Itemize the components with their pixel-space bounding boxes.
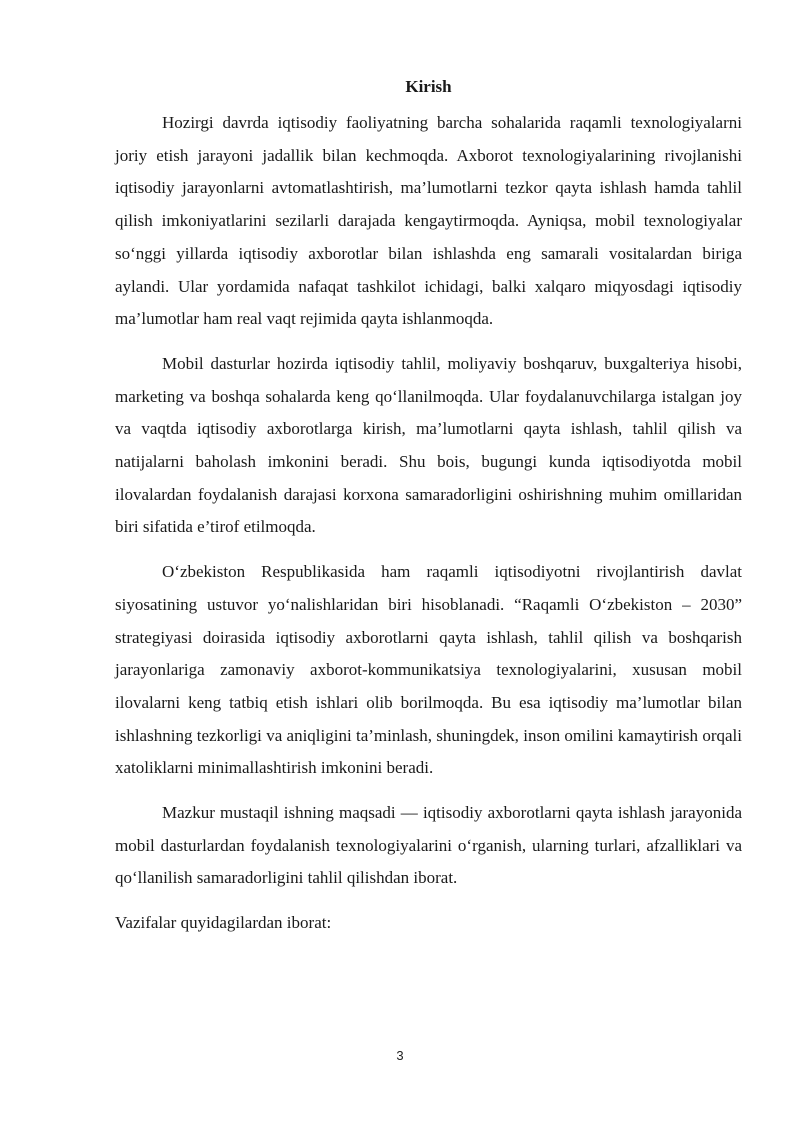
- page-number: 3: [396, 1048, 404, 1063]
- section-title: Kirish: [405, 77, 452, 96]
- paragraph-uzbekistan: O‘zbekiston Respublikasida ham raqamli iqtisodiyotni rivojlantirish davlat siyosatining ustuvor yo‘nalishlaridan biri hisoblanadi. “Raqamli O‘zbekiston – 2030” strategiyasi doirasida iqtisodiy axborotlarni qayta ishlash, tahlil qilish va boshqarish jarayonlariga zamonaviy axborot-kommunikatsiya texnologiyalarini, xususan mobil ilovalarni keng tatbiq etish ishlari olib borilmoqda. Bu esa iqtisodiy ma’lumotlar bilan ishlashning tezkorligi va aniqligini ta’minlash, shuningdek, inson omilini kamaytirish orqali xatoliklarni minimallashtirish imkonini beradi.: [115, 562, 742, 778]
- paragraph-tasks: Vazifalar quyidagilardan iborat:: [115, 913, 332, 933]
- paragraph-goal: Mazkur mustaqil ishning maqsadi — iqtisodiy axborotlarni qayta ishlash jarayonida mobil dasturlardan foydalanish texnologiyalarini o‘rganish, ularning turlari, afzalliklari va qo‘llanilish samaradorligini tahlil qilishdan iborat.: [115, 803, 742, 888]
- paragraph-intro: Hozirgi davrda iqtisodiy faoliyatning barcha sohalarida raqamli texnologiyalarni joriy etish jarayoni jadallik bilan kechmoqda. Axborot texnologiyalarining rivojlanishi iqtisodiy jarayonlarni avtomatlashtirish, ma’lumotlarni tezkor qayta ishlash hamda tahlil qilish imkoniyatlarini sezilarli darajada kengaytirmoqda. Ayniqsa, mobil texnologiyalar so‘nggi yillarda iqtisodiy axborotlar bilan ishlashda eng samarali vositalardan biriga aylandi. Ular yordamida nafaqat tashkilot ichidagi, balki xalqaro miqyosdagi iqtisodiy ma’lumotlar ham real vaqt rejimida qayta ishlanmoqda.: [115, 113, 742, 329]
- paragraph-mobile-apps: Mobil dasturlar hozirda iqtisodiy tahlil, moliyaviy boshqaruv, buxgalteriya hisobi, marketing va boshqa sohalarda keng qo‘llanilmoqda. Ular foydalanuvchilarga istalgan joy va vaqtda iqtisodiy axborotlarga kirish, ma’lumotlarni qayta ishlash, tahlil qilish va natijalarni baholash imkonini beradi. Shu bois, bugungi kunda iqtisodiyotda mobil ilovalardan foydalanish darajasi korxona samaradorligini oshirishning muhim omillaridan biri sifatida e’tirof etilmoqda.: [115, 353, 742, 537]
- page-content: [115, 75, 742, 952]
